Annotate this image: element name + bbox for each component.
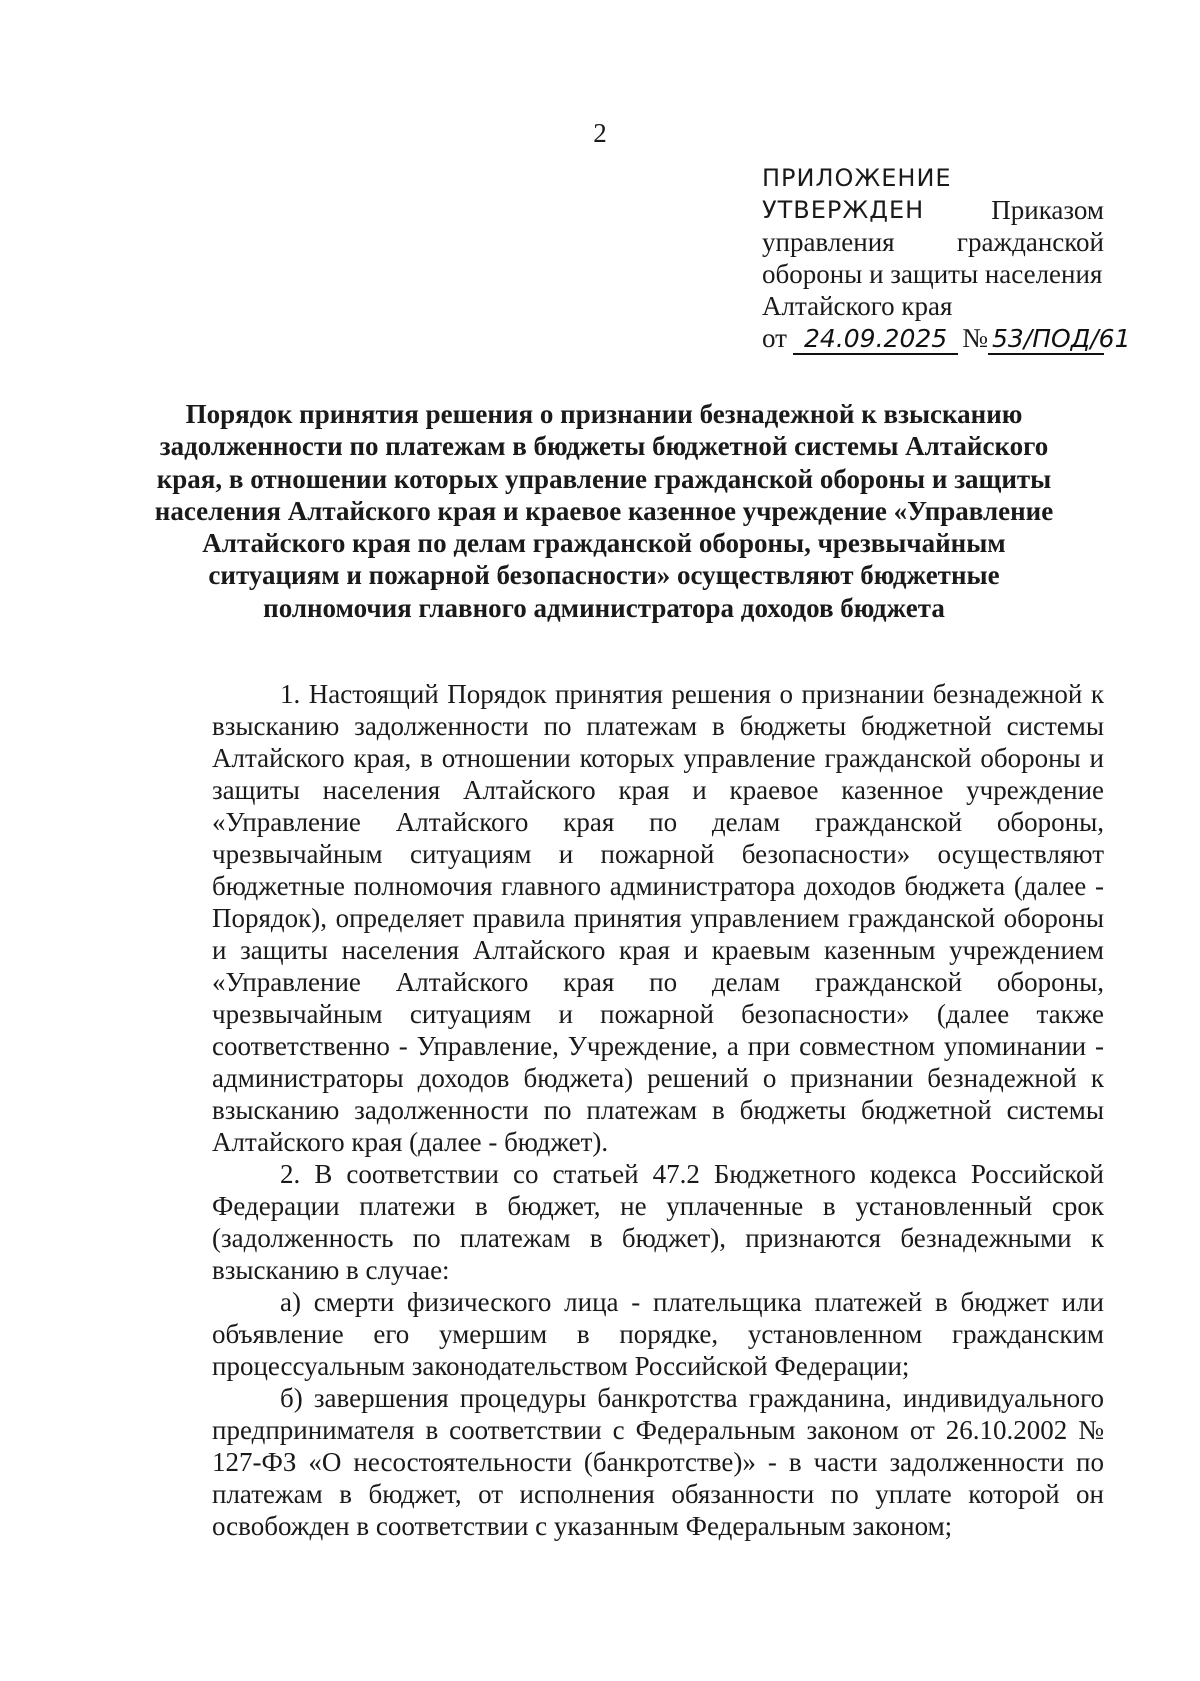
approved-line [762, 194, 1104, 226]
paragraph-1: 1. Настоящий Порядок принятия решения о признании безнадежной к взысканию задолженности по платежам в бюджеты бюджетной системы Алтайского края, в отношении которых управление гражданской обороны и защиты населения Алтайского края и краевое казенное учреждение «Управление Алтайского края по делам гражданской обороны, чрезвычайным ситуациям и пожарной безопасности» осуществляют бюджетные полномочия главного администратора доходов бюджета (далее - Порядок), определяет правила принятия управлением гражданской обороны и защиты населения Алтайского края и краевым казенным учреждением «Управление Алтайского края по делам гражданской обороны, чрезвычайным ситуациям и пожарной безопасности» (далее также соответственно - Управление, Учреждение, а при совместном упоминании - администраторы доходов бюджета) решений о признании безнадежной к взысканию задолженности по платежам в бюджеты бюджетной системы Алтайского края (далее - бюджет). [212, 679, 1104, 1157]
approval-block [762, 162, 1131, 355]
number-sign: № [962, 323, 988, 353]
paragraph-item-b: б) завершения процедуры банкротства гражданина, индивидуального предпринимателя в соответствии с Федеральным законом от 26.10.2002 № 127-ФЗ «О несостоятельности (банкротстве)» - в части задолженности по платежам в бюджет, от исполнения обязанности по уплате которой он освобожден в соответствии с указанным Федеральным законом; [212, 1383, 1104, 1541]
department-word-2: гражданской [956, 227, 1104, 257]
appendix-label: ПРИЛОЖЕНИЕ [762, 164, 952, 192]
department-line-2: обороны и защиты населения [762, 259, 1103, 289]
approved-label: УТВЕРЖДЕН [762, 196, 925, 224]
handwritten-number: 53/ПОД/61 [988, 325, 1104, 355]
by-order-label: Приказом [991, 195, 1104, 225]
order-date-number-line [762, 322, 1131, 355]
from-label: от [762, 323, 787, 353]
department-line [762, 226, 1104, 258]
handwritten-date: 24.09.2025 [793, 325, 958, 355]
document-title: Порядок принятия решения о признании безнадежной к взысканию задолженности по платежам в бюджеты бюджетной системы Алтайского края, в отношении которых управление гражданской обороны и защиты населения Алтайского края и краевое казенное учреждение «Управление Алтайского края по делам гражданской обороны, чрезвычайным ситуациям и пожарной безопасности» осуществляют бюджетные полномочия главного администратора доходов бюджета [154, 399, 1054, 623]
region-line: Алтайского края [762, 291, 953, 321]
paragraph-2: 2. В соответствии со статьей 47.2 Бюджетного кодекса Российской Федерации платежи в бюджет, не уплаченные в установленный срок (задолженность по платежам в бюджет), признаются безнадежными к взысканию в случае: [212, 1159, 1104, 1285]
paragraph-item-a: а) смерти физического лица - плательщика платежей в бюджет или объявление его умершим в порядке, установленном гражданским процессуальным законодательством Российской Федерации; [212, 1287, 1104, 1381]
document-body [212, 678, 1104, 1542]
department-word-1: управления [762, 227, 895, 257]
page-number: 2 [593, 118, 607, 148]
